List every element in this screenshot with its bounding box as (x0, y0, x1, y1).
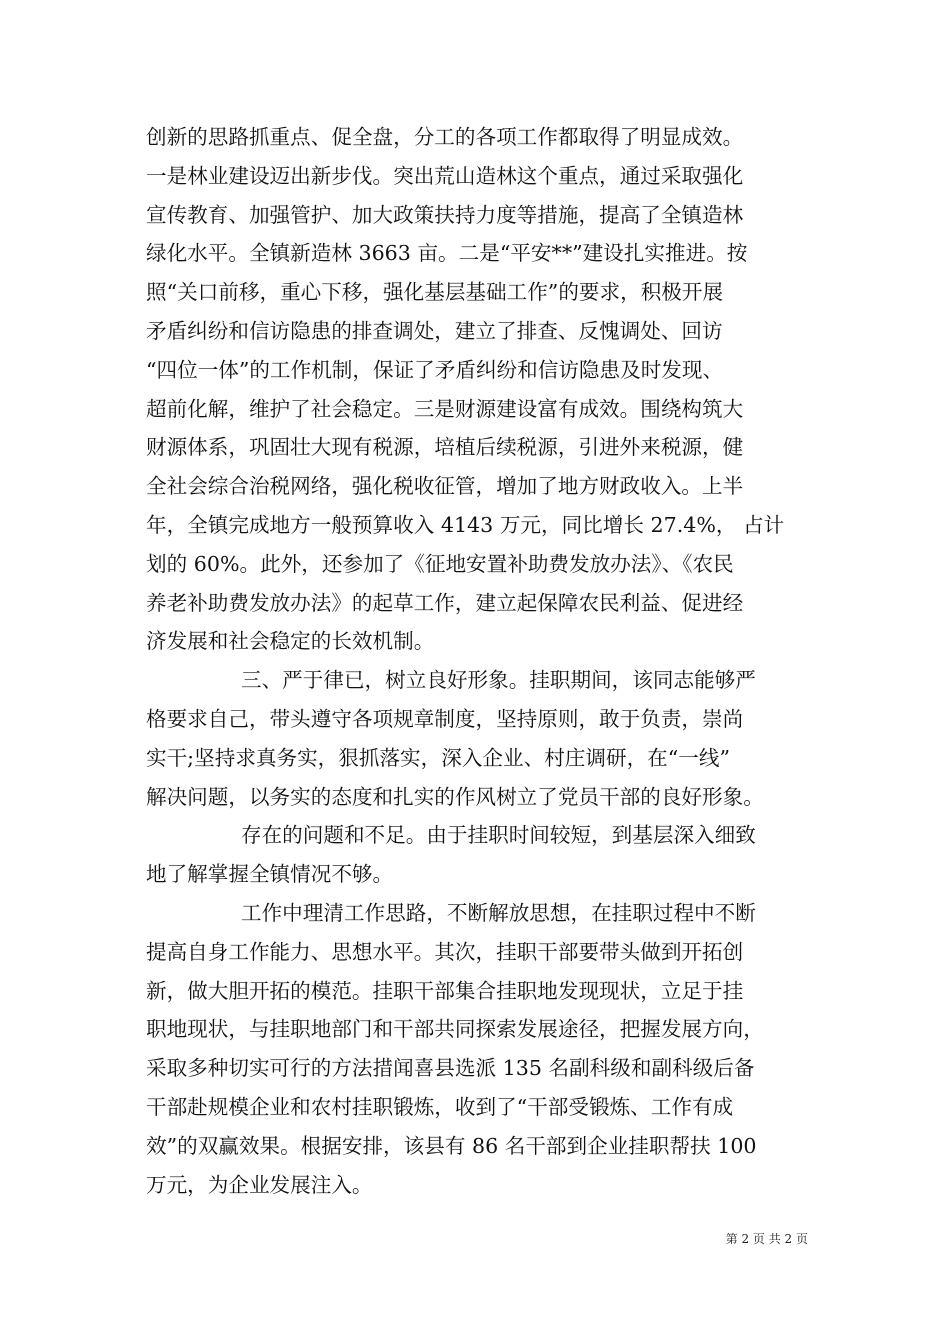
text-line: 存在的问题和不足。由于挂职时间较短，到基层深入细致 (241, 823, 756, 848)
text-line: 采取多种切实可行的方法措闻喜县选派 135 名副科级和副科级后备 (146, 1056, 755, 1081)
text-line: 济发展和社会稳定的长效机制。 (146, 629, 435, 654)
text-line: 创新的思路抓重点、促全盘，分工的各项工作都取得了明显成效。 (146, 125, 744, 149)
text-line: 提高自身工作能力、思想水平。其次，挂职干部要带头做到开拓创 (146, 939, 744, 964)
text-line: 全社会综合治税网络，强化税收征管，增加了地方财政收入。上半 (146, 474, 744, 499)
text-line: 矛盾纠纷和信访隐患的排查调处，建立了排查、反愧调处、回访 (146, 318, 723, 343)
text-line: 工作中理清工作思路，不断解放思想，在挂职过程中不断 (241, 900, 756, 925)
body-text (146, 118, 818, 1204)
text-line: 财源体系，巩固壮大现有税源，培植后续税源，引进外来税源，健 (146, 435, 744, 460)
text-line: 一是林业建设迈出新步伐。突出荒山造林这个重点，通过采取强化 (146, 163, 744, 188)
text-line: 养老补助费发放办法》的起草工作，建立起保障农民利益、促进经 (146, 590, 744, 615)
text-line: 干部赴规模企业和农村挂职锻炼，收到了“干部受锻炼、工作有成 (146, 1094, 734, 1119)
text-line: 职地现状，与挂职地部门和干部共同探索发展途径，把握发展方向， (146, 1017, 764, 1042)
page-number: 第 2 页 共 2 页 (725, 1232, 808, 1246)
text-line: 年，全镇完成地方一般预算收入 4143 万元，同比增长 27.4%， 占计 (146, 512, 785, 537)
text-line: 格要求自己，带头遵守各项规章制度，坚持原则，敢于负责，崇尚 (146, 706, 744, 731)
text-line: 绿化水平。全镇新造林 3663 亩。二是“平安**”建设扎实推进。按 (146, 241, 748, 266)
text-line: 照“关口前移，重心下移，强化基层基础工作”的要求，积极开展 (146, 280, 724, 305)
text-line: 三、严于律已，树立良好形象。挂职期间，该同志能够严 (241, 668, 756, 693)
text-line: 超前化解，维护了社会稳定。三是财源建设富有成效。围绕构筑大 (146, 396, 744, 421)
text-line: 新，做大胆开拓的模范。挂职干部集合挂职地发现现状，立足于挂 (146, 978, 744, 1003)
text-line: 实干;坚持求真务实，狠抓落实，深入企业、村庄调研，在“一线” (146, 745, 731, 770)
text-line: “四位一体”的工作机制，保证了矛盾纠纷和信访隐患及时发现、 (146, 357, 724, 382)
text-line: 宣传教育、加强管护、加大政策扶持力度等措施，提高了全镇造林 (146, 202, 744, 227)
text-line: 地了解掌握全镇情况不够。 (146, 862, 394, 887)
text-line: 效”的双赢效果。根据安排，该县有 86 名干部到企业挂职帮扶 100 (146, 1133, 757, 1158)
text-line: 万元，为企业发展注入。 (146, 1172, 373, 1197)
text-line: 解决问题，以务实的态度和扎实的作风树立了党员干部的良好形象。 (146, 784, 764, 809)
text-line: 划的 60%。此外，还参加了《征地安置补助费发放办法》、《农民 (146, 551, 734, 576)
